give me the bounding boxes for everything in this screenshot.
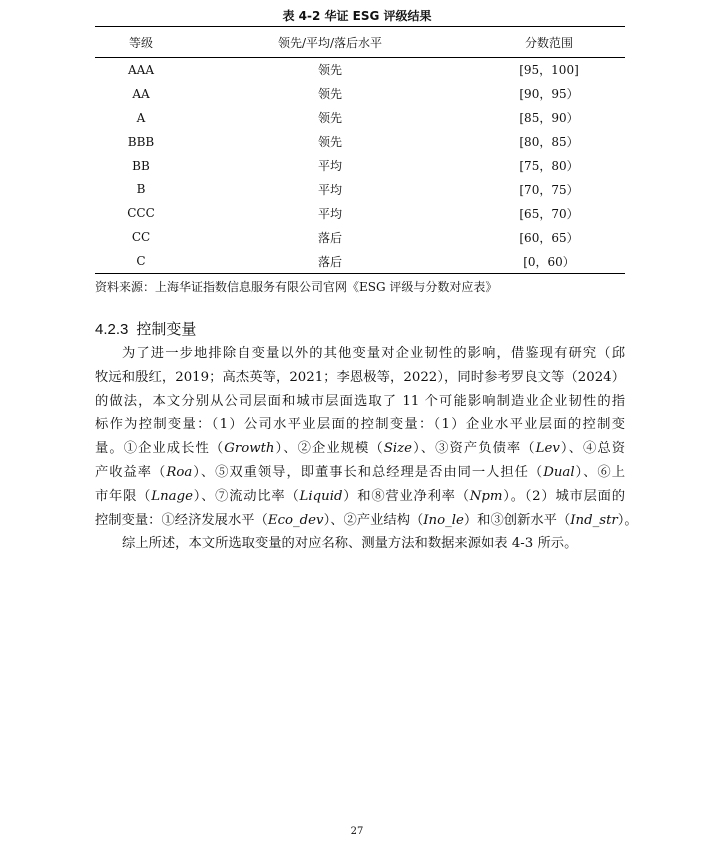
text-span: 市年限（ bbox=[95, 488, 152, 504]
text-span: 量。①企业成长性（ bbox=[95, 441, 225, 457]
cell-grade: C bbox=[136, 254, 146, 269]
paragraph-line bbox=[95, 437, 625, 461]
variable-size: Size bbox=[383, 441, 413, 457]
variable-lnage: Lnage bbox=[151, 488, 193, 504]
cell-level: 平均 bbox=[317, 182, 342, 197]
cell-score-range: [95，100] bbox=[519, 63, 579, 78]
text-span: ）。（2）城市层面的 bbox=[502, 488, 626, 504]
variable-growth: Growth bbox=[224, 441, 275, 457]
variable-lev: Lev bbox=[535, 441, 560, 457]
header-grade: 等级 bbox=[128, 35, 153, 50]
table-row bbox=[95, 82, 625, 106]
cell-level: 平均 bbox=[317, 206, 342, 221]
paragraph-line bbox=[95, 509, 638, 533]
cell-grade: AA bbox=[132, 86, 150, 101]
paragraph-line: 牧远和殷红，2019；高杰英等，2021；李恩极等，2022），同时参考罗良文等（2024） bbox=[95, 369, 625, 385]
text-span: ）和③创新水平（ bbox=[463, 512, 571, 528]
text-span: ）。 bbox=[617, 512, 638, 528]
variable-npm: Npm bbox=[469, 488, 503, 504]
variable-roa: Roa bbox=[166, 464, 193, 480]
header-score-range: 分数范围 bbox=[524, 35, 573, 50]
variable-dual: Dual bbox=[543, 464, 575, 480]
cell-grade: CC bbox=[131, 230, 151, 245]
text-span: ）、②企业规模（ bbox=[274, 441, 384, 457]
text-span: ）、②产业结构（ bbox=[323, 512, 424, 528]
table-source-note: 资料来源：上海华证指数信息服务有限公司官网《ESG 评级与分数对应表》 bbox=[95, 280, 498, 294]
page-number: 27 bbox=[350, 826, 364, 837]
table-row bbox=[95, 177, 625, 201]
text-span: 产收益率（ bbox=[95, 464, 167, 480]
table-row bbox=[95, 58, 625, 82]
table-row bbox=[95, 249, 625, 273]
cell-level: 领先 bbox=[317, 87, 342, 102]
cell-grade: A bbox=[136, 110, 146, 125]
cell-grade: B bbox=[136, 182, 146, 197]
cell-level: 落后 bbox=[317, 254, 342, 269]
section-heading bbox=[95, 318, 196, 339]
table-row bbox=[95, 106, 625, 130]
variable-ind-str: Ind_str bbox=[570, 512, 618, 528]
table-row bbox=[95, 154, 625, 178]
paragraph-line bbox=[95, 461, 625, 485]
cell-score-range: [0，60） bbox=[523, 254, 575, 269]
cell-level: 落后 bbox=[317, 230, 342, 245]
cell-level: 领先 bbox=[317, 111, 342, 126]
table-header-row bbox=[95, 27, 625, 57]
paragraph-line: 综上所述，本文所选取变量的对应名称、测量方法和数据来源如表 4-3 所示。 bbox=[122, 536, 578, 552]
table-caption: 表 4-2 华证 ESG 评级结果 bbox=[282, 9, 432, 23]
table-row bbox=[95, 201, 625, 225]
body-text bbox=[95, 342, 638, 556]
text-span: ）、③资产负债率（ bbox=[412, 441, 536, 457]
variable-ino-le: Ino_le bbox=[423, 512, 464, 528]
cell-score-range: [65，70） bbox=[519, 206, 579, 221]
text-span: ）、⑥上 bbox=[574, 464, 625, 480]
cell-level: 平均 bbox=[317, 159, 342, 173]
paragraph-line bbox=[95, 485, 625, 509]
text-span: ）、⑤双重领导，即董事长和总经理是否由同一人担任（ bbox=[192, 464, 544, 480]
paragraph-line: 为了进一步地排除自变量以外的其他变量对企业韧性的影响，借鉴现有研究（邱 bbox=[122, 346, 625, 361]
cell-score-range: [75，80） bbox=[519, 159, 579, 173]
table-row bbox=[95, 225, 625, 249]
text-span: 控制变量：①经济发展水平（ bbox=[95, 512, 268, 528]
cell-level: 领先 bbox=[317, 63, 342, 78]
cell-score-range: [85，90） bbox=[519, 111, 579, 126]
paragraph-line: 的做法，本文分别从公司层面和城市层面选取了 11 个可能影响制造业企业韧性的指 bbox=[95, 393, 625, 409]
cell-grade: AAA bbox=[128, 62, 154, 77]
table-row bbox=[95, 130, 625, 154]
variable-eco-dev: Eco_dev bbox=[267, 512, 324, 528]
variable-liquid: Liquid bbox=[299, 488, 343, 504]
header-level: 领先/平均/落后水平 bbox=[277, 35, 383, 50]
cell-score-range: [80，85） bbox=[519, 135, 579, 150]
table-bottom-rule bbox=[95, 273, 625, 274]
text-span: ）和⑧营业净利率（ bbox=[342, 488, 470, 504]
paragraph-line: 标作为控制变量：（1）公司水平业层面的控制变量：（1）企业水平业层面的控制变 bbox=[95, 417, 625, 433]
cell-grade: BB bbox=[132, 158, 150, 173]
section-number: 4.2.3 bbox=[95, 321, 129, 338]
text-span: ）、④总资 bbox=[559, 441, 625, 457]
esg-rating-table bbox=[95, 26, 625, 274]
cell-score-range: [60，65） bbox=[519, 230, 579, 245]
cell-grade: BBB bbox=[127, 134, 155, 149]
cell-grade: CCC bbox=[127, 206, 155, 221]
cell-score-range: [70，75） bbox=[519, 182, 579, 197]
section-title: 控制变量 bbox=[136, 320, 197, 338]
cell-score-range: [90，95） bbox=[519, 87, 579, 102]
text-span: ）、⑦流动比率（ bbox=[192, 488, 300, 504]
cell-level: 领先 bbox=[317, 135, 342, 150]
